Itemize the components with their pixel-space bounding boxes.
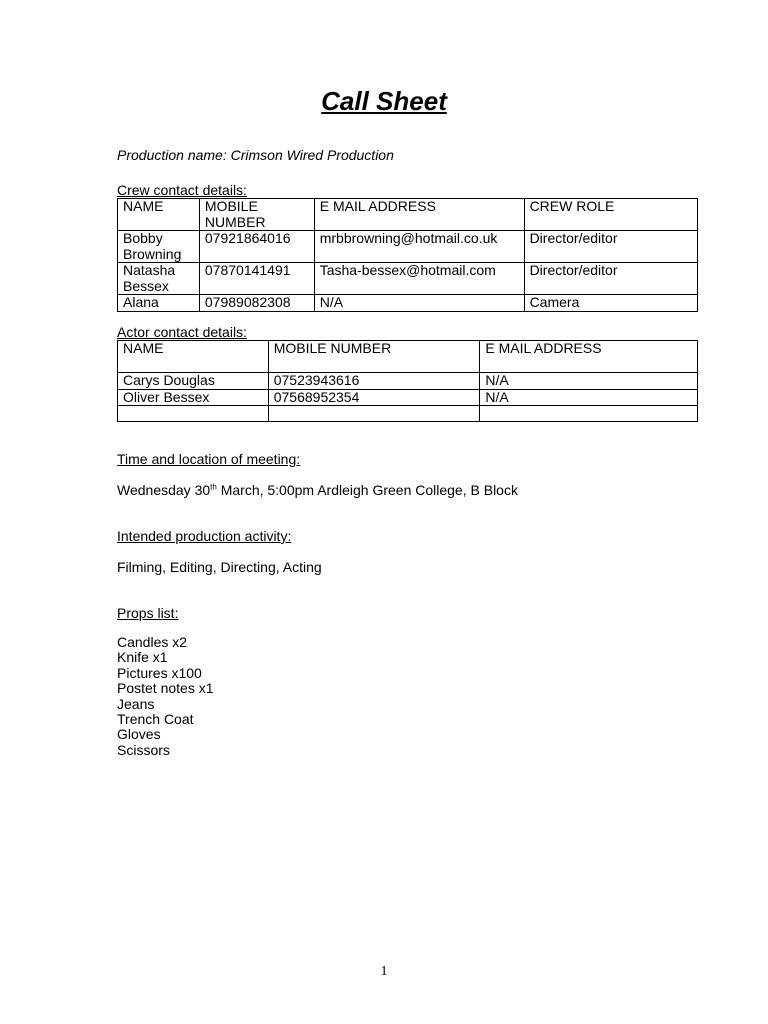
table-cell: 07523943616 — [268, 373, 480, 390]
table-cell — [268, 406, 480, 422]
table-cell — [480, 406, 698, 422]
list-item: Gloves — [117, 726, 161, 743]
list-item: Scissors — [117, 741, 170, 758]
table-cell: N/A — [314, 295, 524, 312]
table-cell: Director/editor — [524, 231, 697, 263]
table-cell: Bobby Browning — [118, 231, 200, 263]
table-row — [118, 406, 698, 422]
production-name: Production name: Crimson Wired Production — [117, 147, 394, 163]
table-cell: Director/editor — [524, 263, 697, 295]
crew-section-label: Crew contact details: — [117, 182, 247, 198]
table-cell: Tasha-bessex@hotmail.com — [314, 263, 524, 295]
page-title: Call Sheet — [321, 86, 447, 116]
actor-header-row — [118, 341, 698, 373]
meeting-rest: March, 5:00pm Ardleigh Green College, B Block — [216, 482, 518, 498]
table-cell: N/A — [480, 373, 698, 390]
props-label: Props list: — [117, 605, 179, 621]
table-cell: Oliver Bessex — [118, 389, 269, 406]
table-row — [118, 373, 698, 390]
list-item: Candles x2 — [117, 634, 188, 650]
list-item: Jeans — [117, 695, 155, 712]
crew-header-cell: NAME — [118, 199, 200, 231]
list-item: Trench Coat — [117, 711, 194, 728]
crew-header-cell: MOBILE NUMBER — [199, 199, 314, 231]
table-row — [118, 295, 698, 312]
table-cell: 07921864016 — [199, 231, 314, 263]
actor-table — [117, 340, 698, 422]
table-cell: 07989082308 — [199, 295, 314, 312]
table-cell: mrbbrowning@hotmail.co.uk — [314, 231, 524, 263]
props-list — [117, 635, 214, 758]
actor-header-cell: NAME — [118, 341, 269, 373]
table-cell: Camera — [524, 295, 697, 312]
table-cell: Carys Douglas — [118, 373, 269, 390]
table-cell: Alana — [118, 295, 200, 312]
actor-section-label: Actor contact details: — [117, 324, 247, 340]
table-cell: 07568952354 — [268, 389, 480, 406]
crew-header-cell: E MAIL ADDRESS — [314, 199, 524, 231]
crew-header-cell: CREW ROLE — [524, 199, 697, 231]
activity-text: Filming, Editing, Directing, Acting — [117, 559, 322, 575]
activity-label: Intended production activity: — [117, 528, 292, 544]
meeting-label: Time and location of meeting: — [117, 451, 301, 467]
meeting-day: Wednesday 30 — [117, 482, 211, 498]
table-cell — [118, 406, 269, 422]
actor-header-cell: MOBILE NUMBER — [268, 341, 480, 373]
list-item: Pictures x100 — [117, 664, 202, 681]
table-row — [118, 389, 698, 406]
meeting-day-suffix: th — [210, 482, 217, 492]
meeting-details — [117, 482, 518, 498]
table-cell: 07870141491 — [199, 263, 314, 295]
actor-header-cell: E MAIL ADDRESS — [480, 341, 698, 373]
crew-header-row — [118, 199, 698, 231]
crew-table — [117, 198, 698, 312]
table-row — [118, 231, 698, 263]
table-cell: Natasha Bessex — [118, 263, 200, 295]
list-item: Knife x1 — [117, 649, 168, 666]
list-item: Postet notes x1 — [117, 680, 214, 697]
table-cell: N/A — [480, 389, 698, 406]
page-number: 1 — [380, 964, 388, 979]
table-row — [118, 263, 698, 295]
